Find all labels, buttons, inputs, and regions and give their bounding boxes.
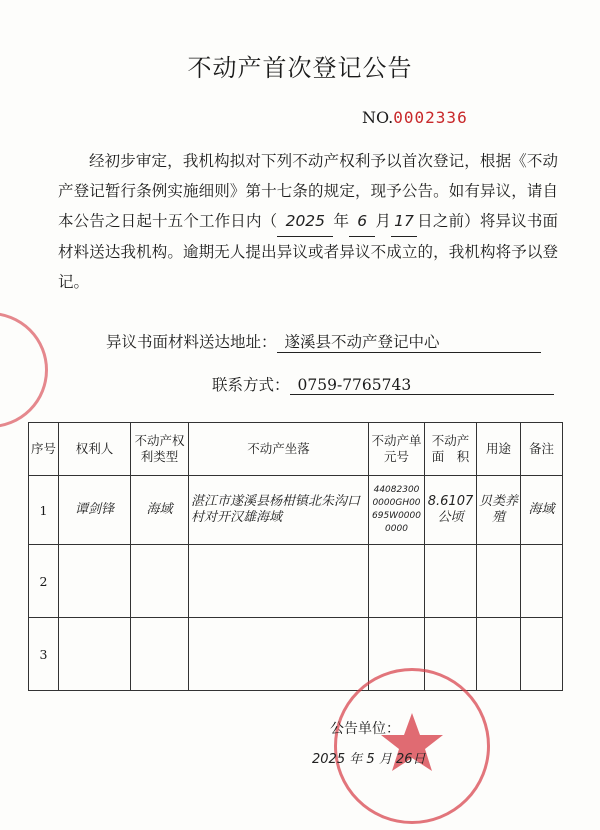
- footer-year-unit: 年: [349, 752, 363, 767]
- cell-unit-no: [369, 545, 425, 618]
- cell-remark: 海域: [521, 476, 563, 545]
- header-use: 用途: [477, 423, 521, 476]
- deadline-year: 2025: [277, 206, 333, 237]
- deadline-month-unit: 月: [375, 212, 391, 230]
- footer-year: 2025: [312, 752, 346, 767]
- objection-address-value: 遂溪县不动产登记中心: [277, 330, 541, 353]
- seal-star-icon: [337, 671, 487, 821]
- notice-text-2: 日之前）将异议书面材料送达我机构。逾期无人提出异议或者异议不成立的，我机构将予以登记。: [58, 212, 558, 291]
- cell-seq: 1: [29, 476, 59, 545]
- notice-text-1: 经初步审定，我机构拟对下列不动产权利予以首次登记，根据《不动产登记暂行条例实施细则》第十七条的规定，现予公告。如有异议，请自本公告之日起十五个工作日内（: [58, 152, 558, 230]
- serial-prefix: NO.: [362, 108, 394, 127]
- cell-right-type: [131, 618, 189, 691]
- edge-seal: [0, 312, 48, 428]
- contact-value: 0759-7765743: [290, 376, 554, 395]
- header-unit-no: 不动产单元号: [369, 423, 425, 476]
- cell-holder: [59, 618, 131, 691]
- registration-table: [28, 422, 563, 691]
- footer-date: [312, 748, 426, 767]
- header-holder: 权利人: [59, 423, 131, 476]
- header-area: 不动产面 积: [425, 423, 477, 476]
- cell-seq: 3: [29, 618, 59, 691]
- official-seal: [334, 668, 490, 824]
- footer-month-unit: 月: [378, 752, 392, 767]
- deadline-year-unit: 年: [333, 212, 350, 230]
- objection-address-row: [106, 330, 541, 353]
- header-location: 不动产坐落: [189, 423, 369, 476]
- header-seq: 序号: [29, 423, 59, 476]
- table-row: [29, 545, 563, 618]
- table-row: [29, 476, 563, 545]
- header-remark: 备注: [521, 423, 563, 476]
- cell-right-type: [131, 545, 189, 618]
- page-title: 不动产首次登记公告: [187, 54, 413, 82]
- cell-use: 贝类养殖: [477, 476, 521, 545]
- cell-area: 8.6107公顷: [425, 476, 477, 545]
- footer-day-unit: 日: [412, 752, 426, 767]
- footer-day: 26: [395, 752, 413, 767]
- cell-location: [189, 545, 369, 618]
- cell-remark: [521, 545, 563, 618]
- contact-row: [212, 373, 554, 395]
- deadline-month: 6: [349, 206, 375, 237]
- deadline-day: 17: [391, 206, 417, 237]
- footer-month: 5: [366, 752, 375, 767]
- cell-holder: [59, 545, 131, 618]
- cell-use: [477, 545, 521, 618]
- cell-location: 湛江市遂溪县杨柑镇北朱沟口村对开汉雄海域: [189, 476, 369, 545]
- contact-label: 联系方式：: [212, 376, 290, 394]
- serial-digits: 0002336: [393, 108, 468, 127]
- cell-remark: [521, 618, 563, 691]
- serial-number: [362, 108, 468, 127]
- header-right-type: 不动产权利类型: [131, 423, 189, 476]
- footer-label: 公告单位：: [330, 721, 400, 737]
- notice-paragraph: [58, 146, 558, 297]
- cell-seq: 2: [29, 545, 59, 618]
- objection-address-label: 异议书面材料送达地址：: [106, 333, 277, 351]
- cell-area: [425, 545, 477, 618]
- cell-holder: 谭剑锋: [59, 476, 131, 545]
- cell-right-type: 海域: [131, 476, 189, 545]
- cell-unit-no: 440823000000GH00695W00000000: [369, 476, 425, 545]
- table-header-row: [29, 423, 563, 476]
